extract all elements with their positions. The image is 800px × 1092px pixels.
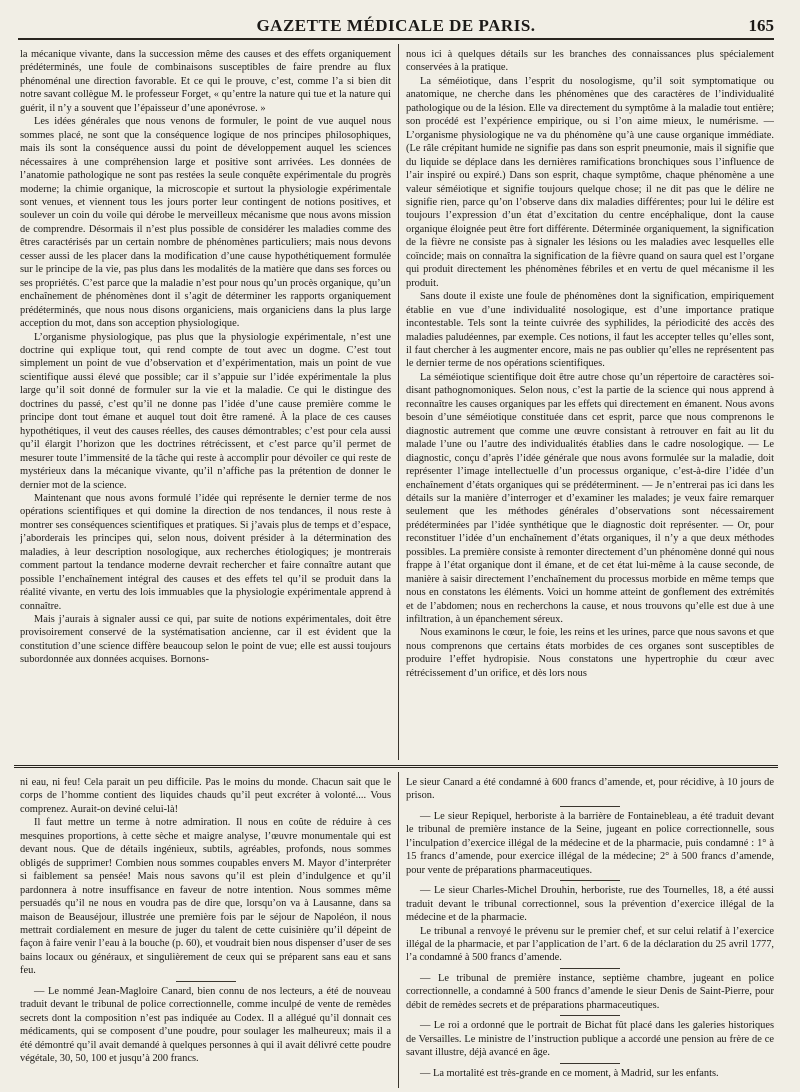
news-item: — Le sieur Repiquel, herboriste à la barrière de Fontainebleau, a été traduit devant le tribunal de première instance de la Seine, jugeant en police correctionnelle, sous l’inculpation d’exercice illégal de la médecine et de la pharmacie, puis condamné : 1° à 15 francs d’amende, pour exercice illégal de la médecine; 2° à 500 francs d’amende, pour vente de préparations pharmaceutiques.: [406, 810, 774, 876]
paragraph: Il faut mettre un terme à notre admiration. Il nous en coûte de réduire à ces mesquines proportions, à cette sèche et maigre analyse, l’œuvre monumentale qui est devant nous. Que de détails ingénieux, subtils, agréables, profonds, nous sommes obligés de supprimer! Combien nous sommes coupables envers M. Mayor d’interpréter si faiblement sa pensée! Mais nous savons qu’il est plein d’indulgence et qu’il pardonnera à notre insuffisance en faveur de notre intention. Nous sommes même persuadés qu’il ne nous en voudra pas de dire que, lorsqu’on va à Lausanne, dans sa maison de Beauséjour, illustrée une première fois par le séjour de Napoléon, il nous mettrait cordialement en mesure de juger du talent de cette cuisinière qu’il dépeint de façon à faire venir l’eau à la bouche (p. 60), et voudrait bien nous dispenser d’user de ses bains locaux ou généraux, et singulièrement de ceux qui se préparent sans eau et sans feu.: [20, 817, 391, 977]
feuilleton-left-column: [20, 776, 391, 1088]
separator-line: [176, 981, 236, 982]
paragraph: Sans doute il existe une foule de phénomènes dont la signification, empiriquement établie en vue d’une individualité nosologique, est d’une importance pratique incontestable. Tels sont la teinte cuivrée des syphilides, la périodicité des accès des maladies paludéennes, par exemple. Ces notions, il faut les accepter telles qu’elles sont, il faut chercher à les augmenter encore, mais ne pas oublier qu’elles ne représentent pas le dernier terme de nos opérations scientifiques.: [406, 291, 774, 370]
news-item: Le tribunal a renvoyé le prévenu sur le premier chef, et sur celui relatif à l’exercice illégal de la pharmacie, et par l’application de l’art. 6 de la déclaration du 25 avril 1777, l’a condamné à 500 francs d’amende.: [406, 925, 774, 964]
column-divider-top: [398, 44, 399, 760]
section-divider: [14, 765, 778, 768]
paragraph: ni eau, ni feu! Cela parait un peu difficile. Pas le moins du monde. Chacun sait que le corps de l’homme contient des liquides chauds qu’il peut excréter à volonté.... Vous comprenez. Aurait-on deviné celui-là!: [20, 777, 391, 815]
news-item: — Le tribunal de première instance, septième chambre, jugeant en police correctionnelle, a condamné à 500 francs d’amende le sieur Denis de Saint-Pierre, pour débit de remèdes secrets et de préparations pharmaceutiques.: [406, 972, 774, 1011]
separator-line: [560, 1015, 620, 1016]
separator-line: [560, 880, 620, 881]
separator-line: [560, 1063, 620, 1064]
news-item: — Le sieur Charles-Michel Drouhin, herboriste, rue des Tournelles, 18, a été aussi traduit devant le tribunal correctionnel, sous la prévention d’exercice illégal de la médecine et de la pharmacie.: [406, 885, 774, 924]
paragraph: La séméiotique, dans l’esprit du nosologisme, qu’il soit symptomatique ou anatomique, ne cherche dans les phénomènes que des caractères de l’individualité pathologique ou de la lésion. Elle va directement du symptôme à la maladie tout entière; son procédé est l’expérience empirique, ou si l’on aime mieux, le numérisme. — L’organisme physiologique ne va du phénomène qu’à une cause organique immédiate. (Le râle crépitant humide ne signifie pas dans son esprit pneumonie, mais il signifie que du liquide se déplace dans les dernières ramifications bronchiques sous l’influence de l’air inspiré ou expiré.) Dans son esprit, chaque symptôme, chaque phénomène a une valeur séméiotique et signifie toujours quelque chose; il ne dit pas que le délire ne signifie rien, parce qu’on l’observe dans dix maladies différentes; pour lui le délire est toujours l’expression d’un état d’excitation du centre encéphalique, dont la cause organique éloignée peut être fort différente. Déterminée organiquement, la signification de la fièvre ne consiste pas à signaler les lésions ou les maladies avec lesquelles elle coïncide; mais on connaîtra la signification de la fièvre quand on saura quel est l’organe qui produit directement les phénomènes fébriles et en vertu de quel mécanisme il les produit.: [406, 75, 774, 289]
news-item: — Le roi a ordonné que le portrait de Bichat fût placé dans les galeries historiques de Versailles. Le ministre de l’instruction publique a accordé une pension au frère de ce savant illustre, déjà avancé en âge.: [406, 1020, 774, 1059]
page-number: 165: [748, 16, 774, 35]
paragraph: Mais j’aurais à signaler aussi ce qui, par suite de notions expérimentales, doit être provisoirement conservé de la systématisation ancienne, car il est évident que la constitution d’une science diffère beaucoup selon le point de vue; elle est aussi toujours subordonnée aux données acquises. Bornons-: [20, 614, 391, 666]
paragraph: la mécanique vivante, dans la succession même des causes et des effets organiquement prédéterminés, une foule de combinaisons susceptibles de faire prendre au flux phénoménal une direction favorable. Et ce qui le prouve, c’est, comme l’a si bien dit notre savant collègue M. le professeur Forget, « qu’entre la nature qui tue et la nature qui guérit, il n’y a souvent que l’épaisseur d’une aponévrose. »: [20, 49, 391, 114]
news-item: — La mortalité est très-grande en ce moment, à Madrid, sur les enfants.: [420, 1067, 719, 1079]
paragraph: nous ici à quelques détails sur les branches des connaissances plus spécialement conservées à la pratique.: [406, 49, 774, 74]
column-divider-bottom: [398, 772, 399, 1088]
journal-title: GAZETTE MÉDICALE DE PARIS.: [256, 16, 536, 35]
separator-line: [560, 968, 620, 969]
paragraph: Maintenant que nous avons formulé l’idée qui représente le dernier terme de nos opérations scientifiques et qui domine la direction de nos tendances, il nous reste à montrer ses conséquences scientifiques et pratiques. Si j’avais plus de temps et d’espace, j’aborderais les principes qui, selon nous, doivent présider à la détermination des maladies, à leur description nosologique, aux recherches étiologiques; je montrerais comment partout la tendance moderne devrait rechercher et faire connaître autant que possible l’enchaînement intégral des causes et des effets tel qu’il se produit dans la réalité vivante, en vertu des lois immuables que la physiologie expérimentale apprend à connaître.: [20, 492, 391, 612]
article-left-column: [20, 48, 391, 758]
article-right-column: [406, 48, 774, 758]
news-item: Le sieur Canard a été condamné à 600 francs d’amende, et, pour récidive, à 10 jours de prison.: [406, 777, 774, 802]
page-header: [18, 14, 774, 40]
separator-line: [560, 806, 620, 807]
news-right-column: [406, 776, 774, 1088]
paragraph: L’organisme physiologique, pas plus que la physiologie expérimentale, n’est une doctrine qui explique tout, qui rend compte de tout avec un dogme. C’est tout simplement un point de vue d’observation et d’expérimentation, mais un point de vue scientifique aussi élevé que possible; car il s’appuie sur l’idée expérimentale la plus large qu’il soit donné de formuler sur la vie et la maladie. Ce qui le distingue des doctrines du passé, c’est qu’il ne donne pas l’idée d’une cause première comme le principe dont tout émane et auquel tout doit être ramené. À la place de ces causes hypothétiques, il veut des causes réelles, des causes démontrables; c’est pour cela aussi qu’il élargit l’horizon que les doctrines rétrécissent, et c’est parce qu’il permet de mesurer toute l’immensité de la tâche qui reste à accomplir pour dévoiler ce qui reste de mystérieux dans la mécanique vivante, qu’il n’affiche pas la prétention de donner le dernier mot de la science.: [20, 331, 391, 491]
paragraph: La séméiotique scientifique doit être autre chose qu’un répertoire de caractères soi-disant pathognomoniques. Selon nous, c’est la partie de la science qui nous apprend à reconnaître les causes organiques par les effets qui directement en émanent. Nous avons besoin d’une séméiotique constituée dans cet esprit, parce que nous comprenons le diagnostic autrement que comme une œuvre consistant à retrouver en fait au lit du malade l’une ou l’autre des individualités établies dans le cadre nosologique. — Le diagnostic, conçu d’après l’idée générale que nous avons formulée sur la maladie, doit représenter l’image intellectuelle d’un processus organique, c’est-à-dire l’idée d’un enchaînement d’états organiques qui se prédéterminent. — Je n’entrerai pas ici dans les détails sur la manière d’interroger et d’examiner les malades; je veux faire remarquer seulement que les méthodes générales d’observations sont nécessairement prédéterminées par l’idée synthétique que le diagnostic doit représenter. — Or, pour reconstituer l’idée d’un enchaînement d’états organiques, il n’y a que deux méthodes possibles. La première consiste à remonter directement d’un phénomène donné qui nous frappe à l’état organique dont il émane, et de cet état lui-même à la cause seconde, de manière à saisir directement l’enchaînement du processus morbide en même temps que nous en constatons les éléments. Voici un homme atteint de gonflement des extrémités et de l’abdomen; nous en recherchons la cause, et nous trouvons qu’elle est due à une infiltration, à un épanchement séreux.: [406, 371, 774, 626]
news-item: — Le nommé Jean-Magloire Canard, bien connu de nos lecteurs, a été de nouveau traduit devant le tribunal de police correctionnelle, comme inculpé de vente de remèdes secrets dont la composition n’est pas indiquée au Codex. Il a allégué qu’il donnait ces médicaments, qui se composent d’une poudre, pour soulager les malheureux; mais il a été démontré qu’il avait demandé à quelques personnes à qui il avait délivré cette poudre végétale, 30, 50, 100 et jusqu’à 200 francs.: [20, 985, 391, 1065]
paragraph: Les idées générales que nous venons de formuler, le point de vue auquel nous sommes placé, ne sont que la conséquence logique de nos principes philosophiques, mais ils sont la conséquence aussi du point de développement auquel les sciences nécessaires à une compréhension large et positive sont arrivées. Les données de l’anatomie pathologique ne sont pas restées la seule conquête expérimentale du progrès moderne; la chimie organique, la microscopie et surtout la physiologie expérimentale sont venues, et viennent tous les jours porter leur contingent de notions positives, et soulever un coin du voile qui dérobe le merveilleux mécanisme que nous avons mission de comprendre. Désormais il n’est plus possible de considérer les maladies comme des êtres caractérisés par un certain nombre de phénomènes particuliers; mais nous devons cesser aussi de les placer dans la modification d’une cause hypothétiquement formulée sur le principe de la vie, pas plus dans les modalités de la matière que dans ses forces ou ses propriétés. C’est parce que la maladie n’est pour nous qu’un procès organique, qu’un enchaînement de phénomènes dont il s’agit de déterminer les rapports organiquement prédéterminés, que nous nous disons organiciens, mais organiciens dans la plus large acception du mot, dans son acception physiologique.: [20, 116, 391, 330]
paragraph: Nous examinons le cœur, le foie, les reins et les urines, parce que nous savons et que nous comprenons que certains états morbides de ces organes sont susceptibles de produire l’effet hydropisie. Nous constatons une hypertrophie du cœur avec rétrécissement d’un orifice, et dès lors nous: [406, 627, 774, 679]
